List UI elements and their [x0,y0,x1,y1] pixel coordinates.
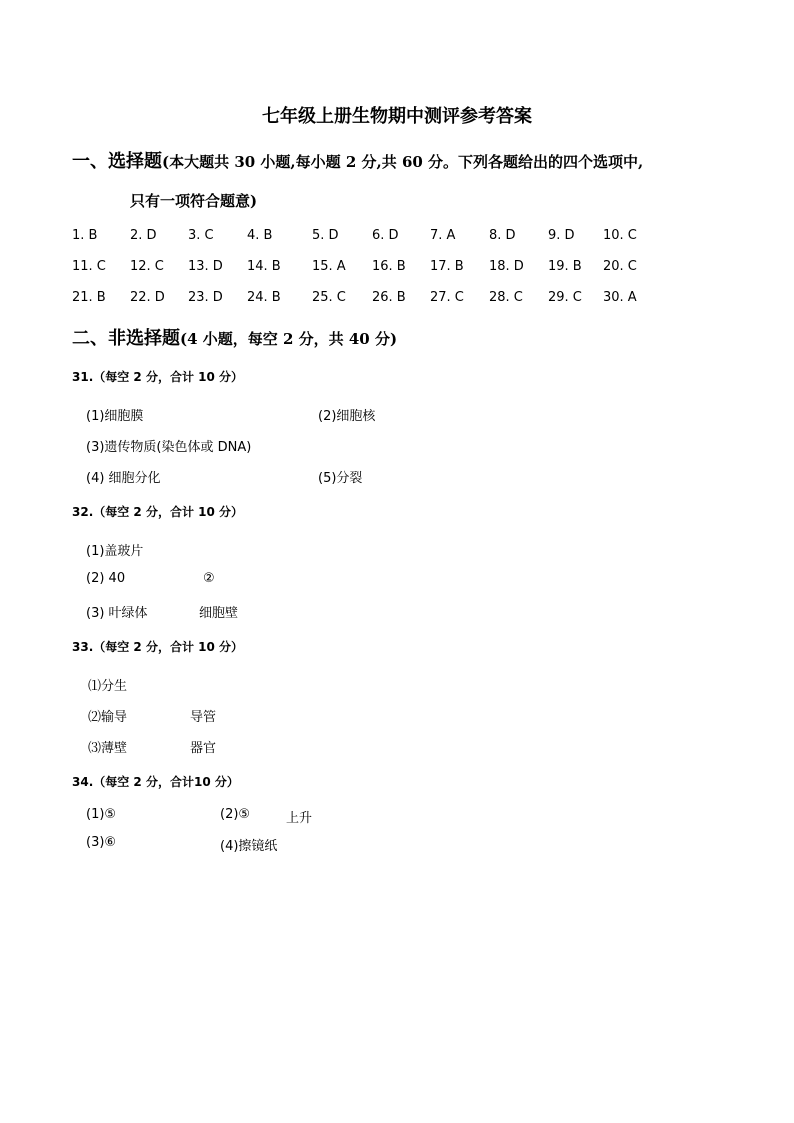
q32-answer-3b: 细胞壁 [199,606,239,621]
q33-answer-2: ⑵输导 [88,710,128,725]
choice-answer: 14. B [247,259,281,274]
q31-answer-5: (5)分裂 [318,471,363,486]
choice-answer: 26. B [372,290,406,305]
q32-answer-1: (1)盖玻片 [86,544,144,559]
choice-answer: 6. D [372,228,399,243]
section1-heading-line [72,147,643,173]
choice-answer: 12. C [130,259,164,274]
choice-answer: 13. D [188,259,223,274]
choice-answer: 10. C [603,228,637,243]
choice-answer: 21. B [72,290,106,305]
choice-answer: 27. C [430,290,464,305]
choice-answer: 2. D [130,228,157,243]
q31-header: 31.（每空 2 分，合计 10 分） [72,370,244,384]
choice-answer: 29. C [548,290,582,305]
choice-answer: 19. B [548,259,582,274]
choice-answer: 4. B [247,228,273,243]
choice-answer: 16. B [372,259,406,274]
choice-answer: 5. D [312,228,339,243]
q34-answer-4: (4)擦镜纸 [220,839,278,854]
q31-answer-1: (1)细胞膜 [86,409,144,424]
choice-answer: 7. A [430,228,456,243]
choice-answer: 24. B [247,290,281,305]
choice-answer: 9. D [548,228,575,243]
section2-heading: 二、非选择题 [72,328,180,349]
choice-answer: 23. D [188,290,223,305]
choice-answer: 25. C [312,290,346,305]
choice-answer: 3. C [188,228,214,243]
q31-answer-2: (2)细胞核 [318,409,376,424]
section1-heading: 一、选择题 [72,151,162,172]
q33-answer-3b: 器官 [190,741,217,756]
choice-answer: 30. A [603,290,637,305]
q32-answer-2: (2) 40 [86,571,126,586]
choice-answer: 28. C [489,290,523,305]
choice-answer: 8. D [489,228,516,243]
page-title: 七年级上册生物期中测评参考答案 [262,106,532,127]
q34-answer-2b: 上升 [286,811,313,826]
choice-answer: 15. A [312,259,346,274]
q34-answer-2: (2)⑤ [220,807,251,822]
choice-answer: 20. C [603,259,637,274]
section2-note: (4 小题，每空 2 分，共 40 分) [180,330,398,348]
q33-answer-2b: 导管 [190,710,217,725]
choice-answer: 22. D [130,290,165,305]
choice-answer: 1. B [72,228,98,243]
q34-answer-1: (1)⑤ [86,807,117,822]
choice-answer: 17. B [430,259,464,274]
q33-answer-1: ⑴分生 [88,679,128,694]
q33-header: 33.（每空 2 分，合计 10 分） [72,640,244,654]
choice-answer: 18. D [489,259,524,274]
q34-answer-3: (3)⑥ [86,835,117,850]
q33-answer-3: ⑶薄壁 [88,741,128,756]
section2-heading-line [72,324,397,350]
choice-answer: 11. C [72,259,106,274]
q31-answer-3: (3)遗传物质(染色体或 DNA) [86,440,252,455]
q32-answer-2b: ② [203,571,215,586]
q31-answer-4: (4) 细胞分化 [86,471,161,486]
q32-answer-3: (3) 叶绿体 [86,606,148,621]
section1-note-line2: 只有一项符合题意) [130,192,258,210]
q32-header: 32.（每空 2 分，合计 10 分） [72,505,244,519]
q34-header: 34.（每空 2 分，合计10 分） [72,775,239,789]
section1-note: (本大题共 30 小题,每小题 2 分,共 60 分。下列各题给出的四个选项中, [162,153,644,171]
